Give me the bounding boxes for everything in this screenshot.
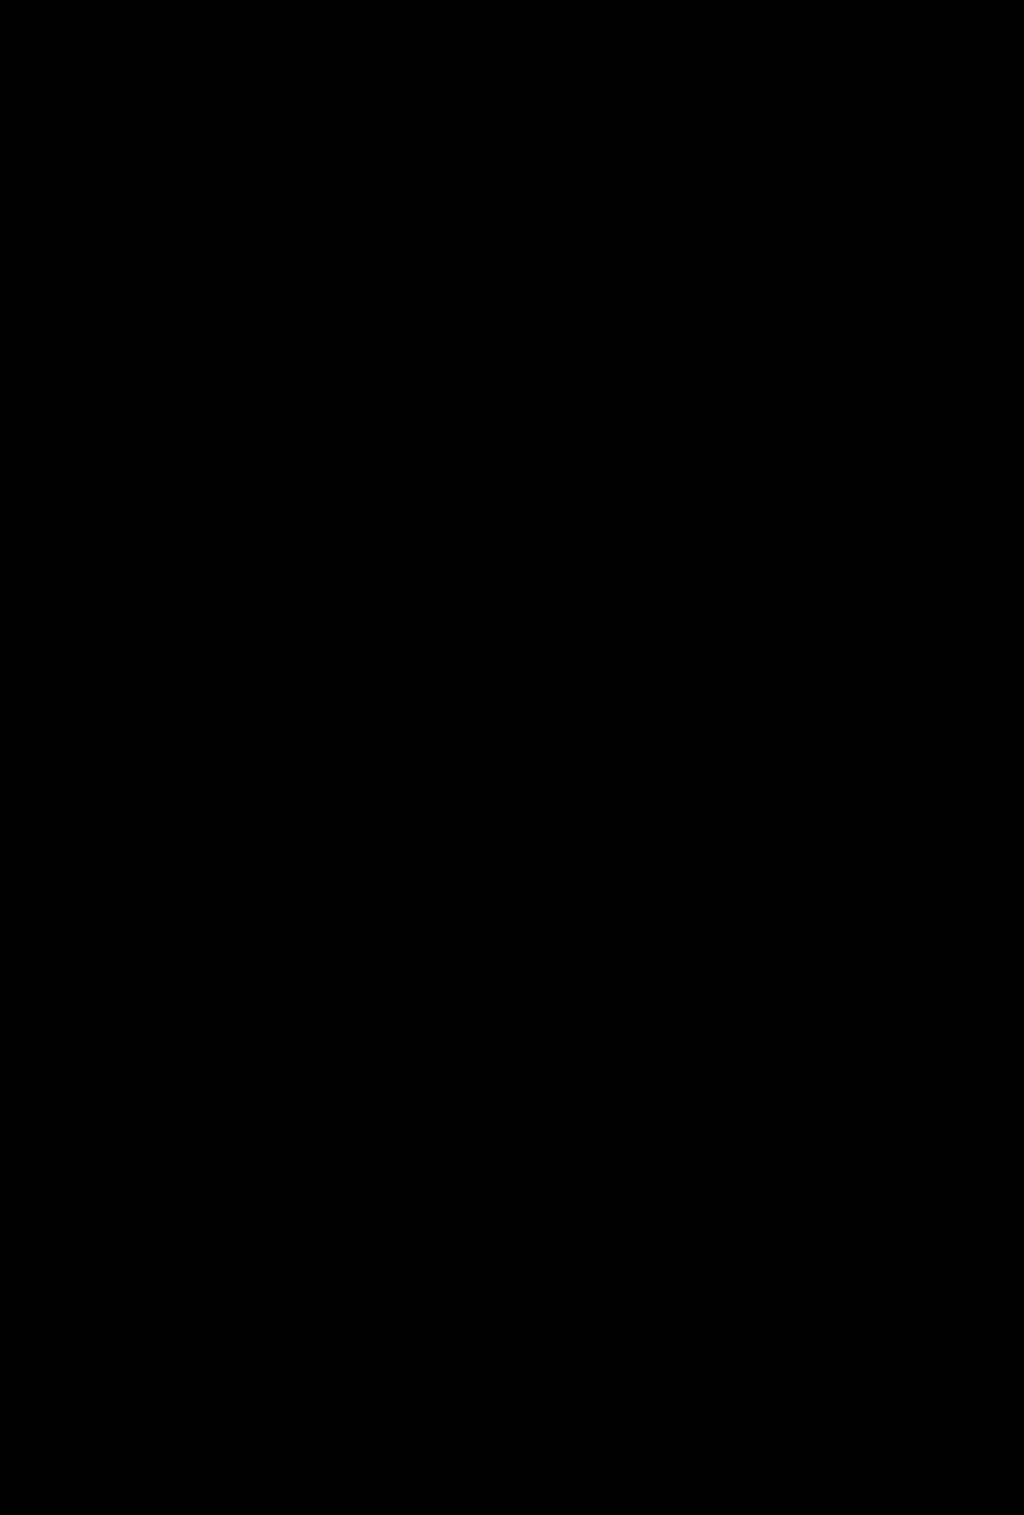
page-header: [72, 66, 952, 90]
